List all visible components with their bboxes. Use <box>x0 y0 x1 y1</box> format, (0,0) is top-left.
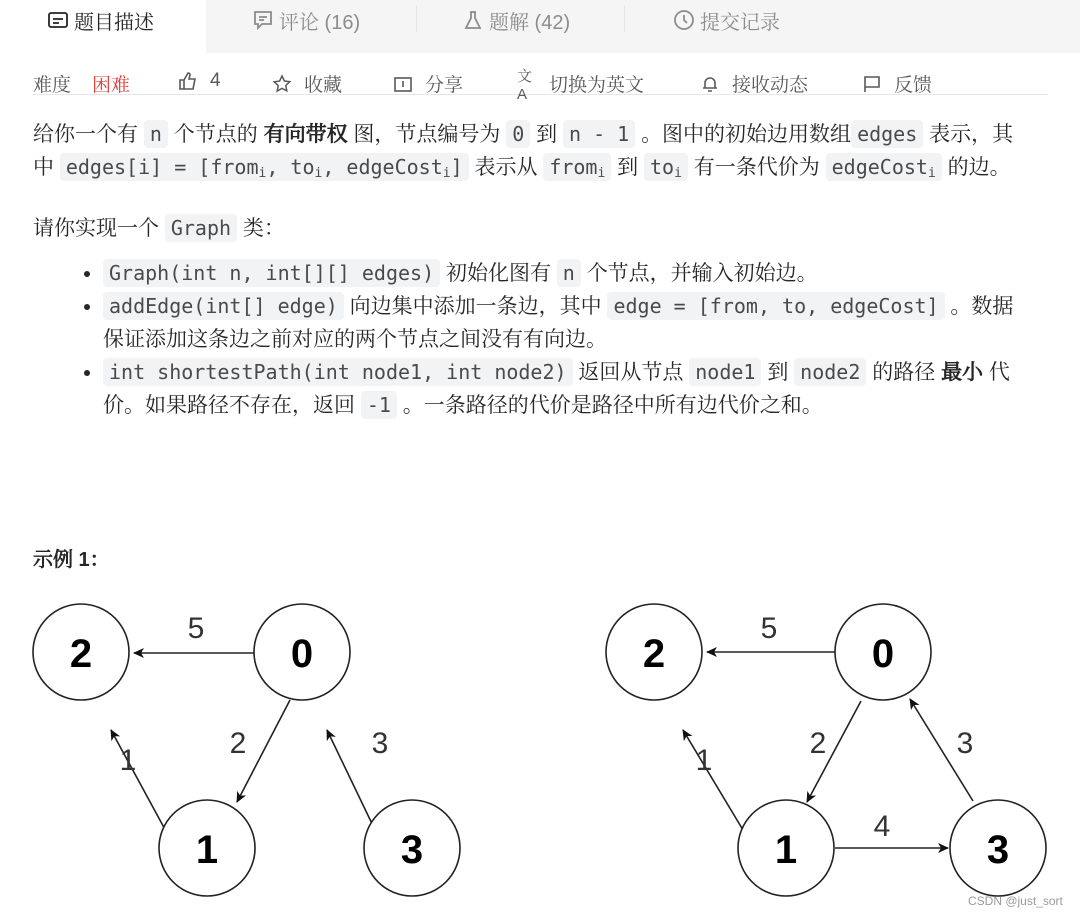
tab-submissions[interactable] <box>673 0 780 40</box>
tab-label: 提交记录 <box>700 11 780 34</box>
difficulty-badge: 困难 <box>92 75 131 96</box>
flask-icon <box>462 9 484 31</box>
edge-weight: 2 <box>229 727 247 760</box>
graph-node-2: 2 <box>69 632 93 676</box>
example-graph-after-add <box>580 580 1080 917</box>
tab-comments[interactable] <box>252 0 360 40</box>
graph-node-0: 0 <box>871 632 895 676</box>
clock-icon <box>673 9 695 31</box>
description-paragraph-2: 请你实现一个 Graph 类： <box>33 216 285 240</box>
graph-node-1: 1 <box>774 828 798 872</box>
favorite-label: 收藏 <box>304 75 343 96</box>
list-item: • addEdge(int[] edge) 向边集中添加一条边，其中 edge = [from, to, edgeCost] 。数据保证添加这条边之前对应的两个节点之间没有有向边。 <box>103 290 1033 356</box>
inline-code: n <box>144 120 168 148</box>
method-list <box>33 257 1033 422</box>
tab-label: 题目描述 <box>74 11 154 34</box>
list-item: • Graph(int n, int[][] edges) 初始化图有 n 个节点，并输入初始边。 <box>103 257 1033 290</box>
graph-node-1: 1 <box>195 828 219 872</box>
tab-solutions[interactable] <box>462 0 570 40</box>
share-label: 分享 <box>425 75 464 96</box>
inline-code: edgeCost$_i$ <box>826 153 942 181</box>
bell-icon <box>700 74 720 94</box>
flag-icon <box>862 74 882 94</box>
feedback-button[interactable] <box>862 70 932 97</box>
translate-icon: 文A <box>517 67 533 103</box>
subscribe-label: 接收动态 <box>732 75 809 96</box>
switch-language-label: 切换为英文 <box>549 75 645 96</box>
example-title: 示例 1： <box>33 549 110 571</box>
like-button[interactable] <box>178 70 221 92</box>
comment-icon <box>252 9 274 31</box>
tab-label: 评论 (16) <box>279 11 361 34</box>
like-count: 4 <box>210 70 221 91</box>
thumb-up-icon <box>178 71 198 91</box>
watermark: CSDN @just_sort <box>968 894 1063 908</box>
graph-node-0: 0 <box>290 632 314 676</box>
tab-label: 题解 (42) <box>489 11 571 34</box>
description-paragraph-1: 给你一个有 n 个节点的 有向带权 图，节点编号为 0 到 n - 1 。图中的初始边用数组 edges 表示，其中 edges[i] = [from$_i$, $to_i$, edgeCost$_i$] 表示从 from$_i$ 到 $to_i$ 有一条代价为 edgeCost$_i$ 的边。 <box>33 122 1014 181</box>
edge-weight: 1 <box>695 744 713 777</box>
star-icon <box>272 74 292 94</box>
graph-node-3: 3 <box>986 828 1010 872</box>
edge-weight: 5 <box>187 612 205 645</box>
edge-weight: 3 <box>371 727 389 760</box>
inline-code: from$_i$ <box>543 153 611 181</box>
graph-node-3: 3 <box>400 828 424 872</box>
list-item: • int shortestPath(int node1, int node2) 返回从节点 node1 到 node2 的路径 最小 代价。如果路径不存在，返回 -1 。一条路径的代价是路径中所有边代价之和。 <box>103 356 1033 422</box>
share-icon <box>393 74 413 94</box>
edge-weight: 2 <box>809 727 827 760</box>
edge-weight: 3 <box>956 727 974 760</box>
switch-language-button[interactable] <box>517 67 645 103</box>
inline-code: Graph <box>165 214 237 242</box>
problem-tab-bar <box>0 0 1080 53</box>
edge-weight: 4 <box>873 810 891 843</box>
share-button[interactable] <box>393 70 463 97</box>
inline-code: n - 1 <box>563 120 635 148</box>
tab-description[interactable] <box>47 0 154 40</box>
problem-description <box>33 118 1033 422</box>
edge-weight: 5 <box>760 612 778 645</box>
inline-code: edges[i] = [from$_i$, $to_i$, edgeCost$_i$] <box>60 153 469 181</box>
inline-code: $to_i$ <box>644 153 688 181</box>
favorite-button[interactable] <box>272 70 342 97</box>
example-graph-initial <box>0 580 540 917</box>
feedback-label: 反馈 <box>894 75 933 96</box>
description-icon <box>47 9 69 31</box>
inline-code: edges <box>851 120 923 148</box>
subscribe-button[interactable] <box>700 70 808 97</box>
difficulty-label: 难度 <box>33 75 72 96</box>
edge-weight: 1 <box>119 744 137 777</box>
graph-node-2: 2 <box>642 632 666 676</box>
inline-code: 0 <box>506 120 530 148</box>
